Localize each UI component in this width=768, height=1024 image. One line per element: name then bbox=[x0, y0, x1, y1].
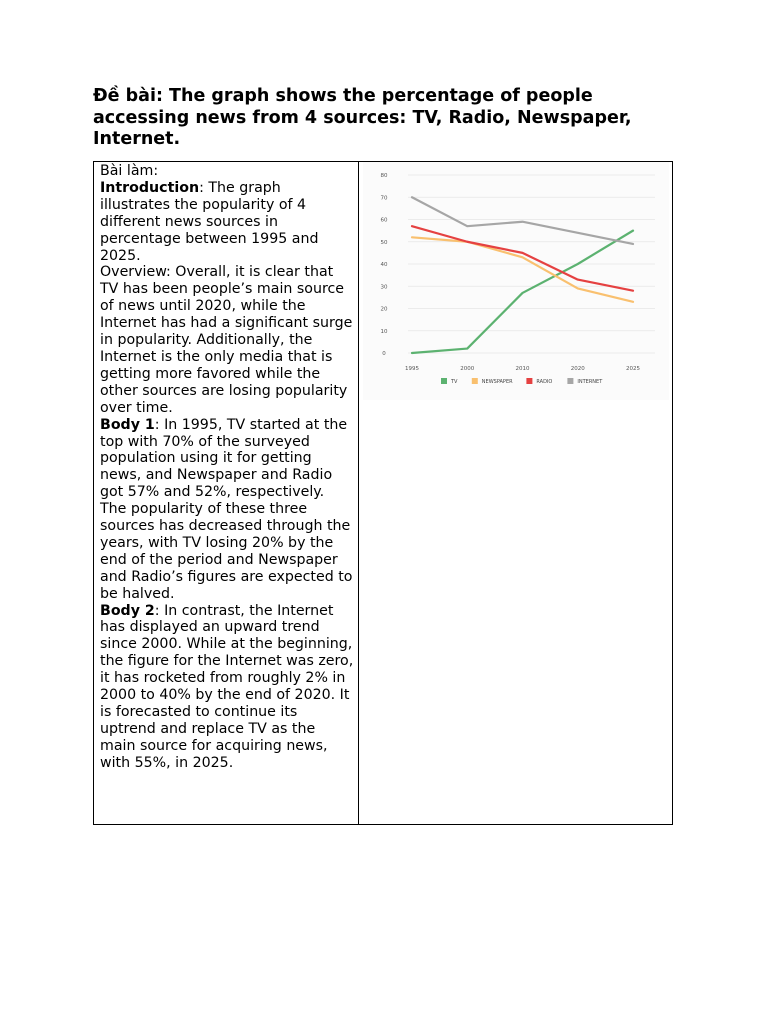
y-tick-label: 0 bbox=[382, 351, 386, 357]
legend-label: RADIO bbox=[536, 379, 553, 385]
essay-table bbox=[93, 161, 673, 825]
legend-label: INTERNET bbox=[577, 379, 603, 385]
series-line bbox=[412, 197, 633, 244]
introduction-text: : The graph illustrates the popularity of 4 different news sources in percentage between 1995 and 2025. bbox=[100, 179, 319, 264]
legend-swatch bbox=[472, 378, 478, 384]
overview-paragraph: Overview: Overall, it is clear that TV has been people’s main source of news until 2020, while the Internet has had a significant surge in popularity. Additionally, the Internet is the only media that is getting more favored while the other sources are losing popularity over time. bbox=[100, 264, 353, 416]
legend-swatch bbox=[526, 378, 532, 384]
line-chart bbox=[363, 162, 669, 400]
x-tick-label: 2000 bbox=[460, 366, 475, 372]
legend-label: TV bbox=[451, 379, 458, 385]
essay-cell bbox=[100, 163, 354, 772]
task-title: Đề bài: The graph shows the percentage of people accessing news from 4 sources: TV, Radio, Newspaper, Internet. bbox=[93, 86, 632, 149]
y-tick-label: 80 bbox=[380, 173, 388, 179]
y-tick-label: 50 bbox=[380, 239, 388, 246]
series-line bbox=[412, 231, 633, 353]
body2-label: Body 2 bbox=[100, 602, 155, 619]
x-tick-label: 2025 bbox=[626, 366, 640, 372]
legend-swatch bbox=[567, 378, 573, 384]
x-tick-label: 2020 bbox=[570, 366, 585, 372]
body1-paragraph bbox=[100, 417, 354, 603]
y-tick-label: 30 bbox=[380, 284, 388, 291]
introduction-label: Introduction bbox=[100, 179, 200, 196]
essay-heading: Bài làm: bbox=[100, 163, 159, 179]
y-tick-label: 40 bbox=[380, 262, 388, 268]
body2-paragraph bbox=[100, 603, 354, 772]
y-tick-label: 60 bbox=[380, 217, 388, 224]
introduction-paragraph bbox=[100, 180, 354, 265]
line-chart-svg bbox=[363, 162, 669, 400]
y-tick-label: 70 bbox=[380, 195, 388, 202]
x-tick-label: 2010 bbox=[515, 366, 530, 372]
y-tick-label: 20 bbox=[380, 306, 388, 313]
legend-label: NEWSPAPER bbox=[481, 379, 513, 385]
legend-swatch bbox=[441, 378, 447, 384]
column-divider bbox=[358, 162, 359, 824]
body1-label: Body 1 bbox=[100, 416, 155, 433]
x-tick-label: 1995 bbox=[405, 366, 419, 372]
body2-text: : In contrast, the Internet has displayed an upward trend since 2000. While at the beginning, the figure for the Internet was zero, it has rocketed from roughly 2% in 2000 to 40% by the end of 2020. It is forecasted to continue its uptrend and replace TV as the main source for acquiring news, with 55%, in 2025. bbox=[100, 602, 354, 771]
body1-text: : In 1995, TV started at the top with 70% of the surveyed population using it for getting news, and Newspaper and Radio got 57% and 52%, respectively. The popularity of these three sources has decreased through the years, with TV losing 20% by the end of the period and Newspaper and Radio’s figures are expected to be halved. bbox=[100, 416, 353, 602]
y-tick-label: 10 bbox=[380, 328, 388, 335]
